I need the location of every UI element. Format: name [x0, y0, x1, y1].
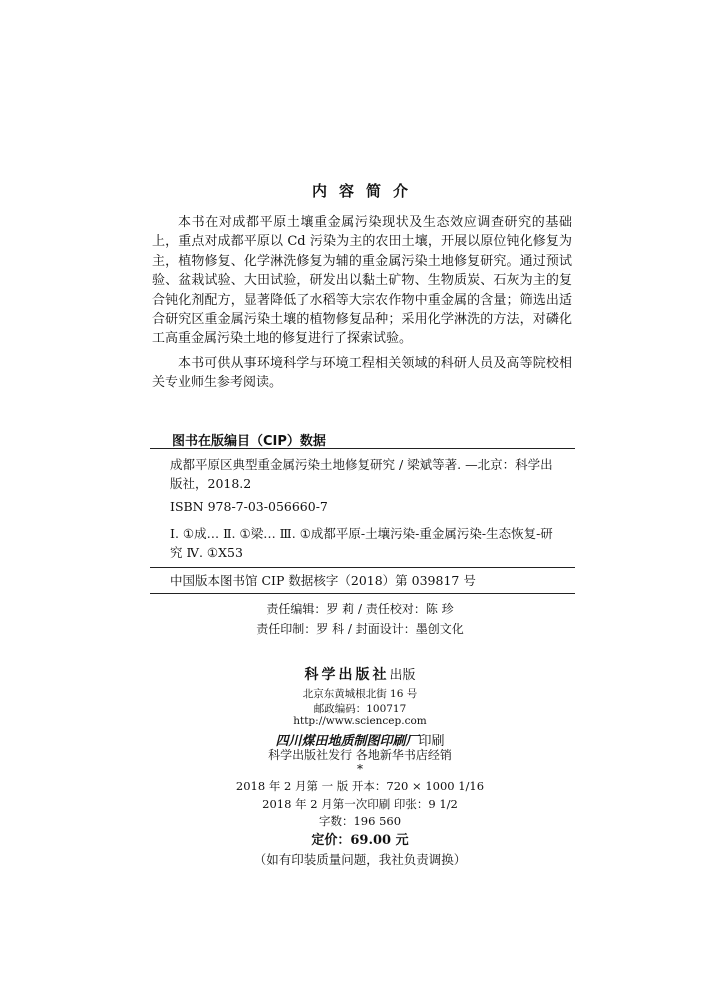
publisher-url: http://www.sciencep.com: [293, 715, 427, 727]
printer-name-suffix: 印刷: [418, 734, 445, 749]
price: 定价：69.00 元: [311, 833, 409, 848]
word-count: 字数：196 560: [318, 814, 402, 828]
cip-classification: Ⅰ. ①成… Ⅱ. ①梁… Ⅲ. ①成都平原-土壤污染-重金属污染-生态恢复-研究 Ⅳ. ①X53: [170, 526, 553, 560]
quality-notice: （如有印装质量问题，我社负责调换）: [253, 852, 467, 867]
intro-paragraph-2: 本书可供从事环境科学与环境工程相关领域的科研人员及高等院校相关专业师生参考阅读。: [152, 356, 572, 391]
production-credits: 责任印制：罗 科 / 封面设计：墨创文化: [256, 622, 464, 636]
cip-isbn: ISBN 978-7-03-056660-7: [170, 499, 328, 514]
distribution-line: 科学出版社发行 各地新华书店经销: [268, 748, 452, 762]
cip-divider: [150, 567, 575, 568]
intro-paragraph-1: 本书在对成都平原土壤重金属污染现状及生态效应调查研究的基础上，重点对成都平原以 Cd 污染为主的农田土壤，开展以原位钝化修复为主，植物修复、化学淋洗修复为辅的重金属污染土地修复研究。通过预试验、盆栽试验、大田试验，研发出以黏土矿物、生物质炭、石灰为主的复合钝化剂配方，显著降低了水稻等大宗农作物中重金属的含量；筛选出适合研究区重金属污染土壤的植物修复品种；采用化学淋洗的方法，对磷化工高重金属污染土地的修复进行了探索试验。: [152, 215, 572, 347]
cip-title-line: 成都平原区典型重金属污染土地修复研究 / 梁斌等著. —北京：科学出版社，2018.2: [170, 457, 553, 491]
printing-line: 2018 年 2 月第一次印刷 印张：9 1/2: [262, 797, 458, 811]
cip-heading: 图书在版编目（CIP）数据: [172, 434, 326, 449]
publisher-address: 北京东黄城根北街 16 号: [302, 688, 418, 700]
section-title: 内容简介: [311, 182, 420, 200]
publisher-postcode: 邮政编码：100717: [313, 703, 407, 715]
publisher-name-suffix: 出版: [389, 668, 416, 683]
editor-credits: 责任编辑：罗 莉 / 责任校对：陈 珍: [266, 602, 454, 616]
printer-name-text: 四川煤田地质制图印刷厂: [275, 734, 419, 749]
publisher-name: [0, 664, 720, 684]
publisher-name-text: 科学出版社: [304, 667, 390, 683]
edition-line: 2018 年 2 月第 一 版 开本：720 × 1000 1/16: [235, 779, 485, 793]
cip-data-box: [150, 448, 575, 594]
separator-star: *: [357, 762, 363, 776]
cip-verification: 中国版本图书馆 CIP 数据核字（2018）第 039817 号: [170, 573, 476, 588]
